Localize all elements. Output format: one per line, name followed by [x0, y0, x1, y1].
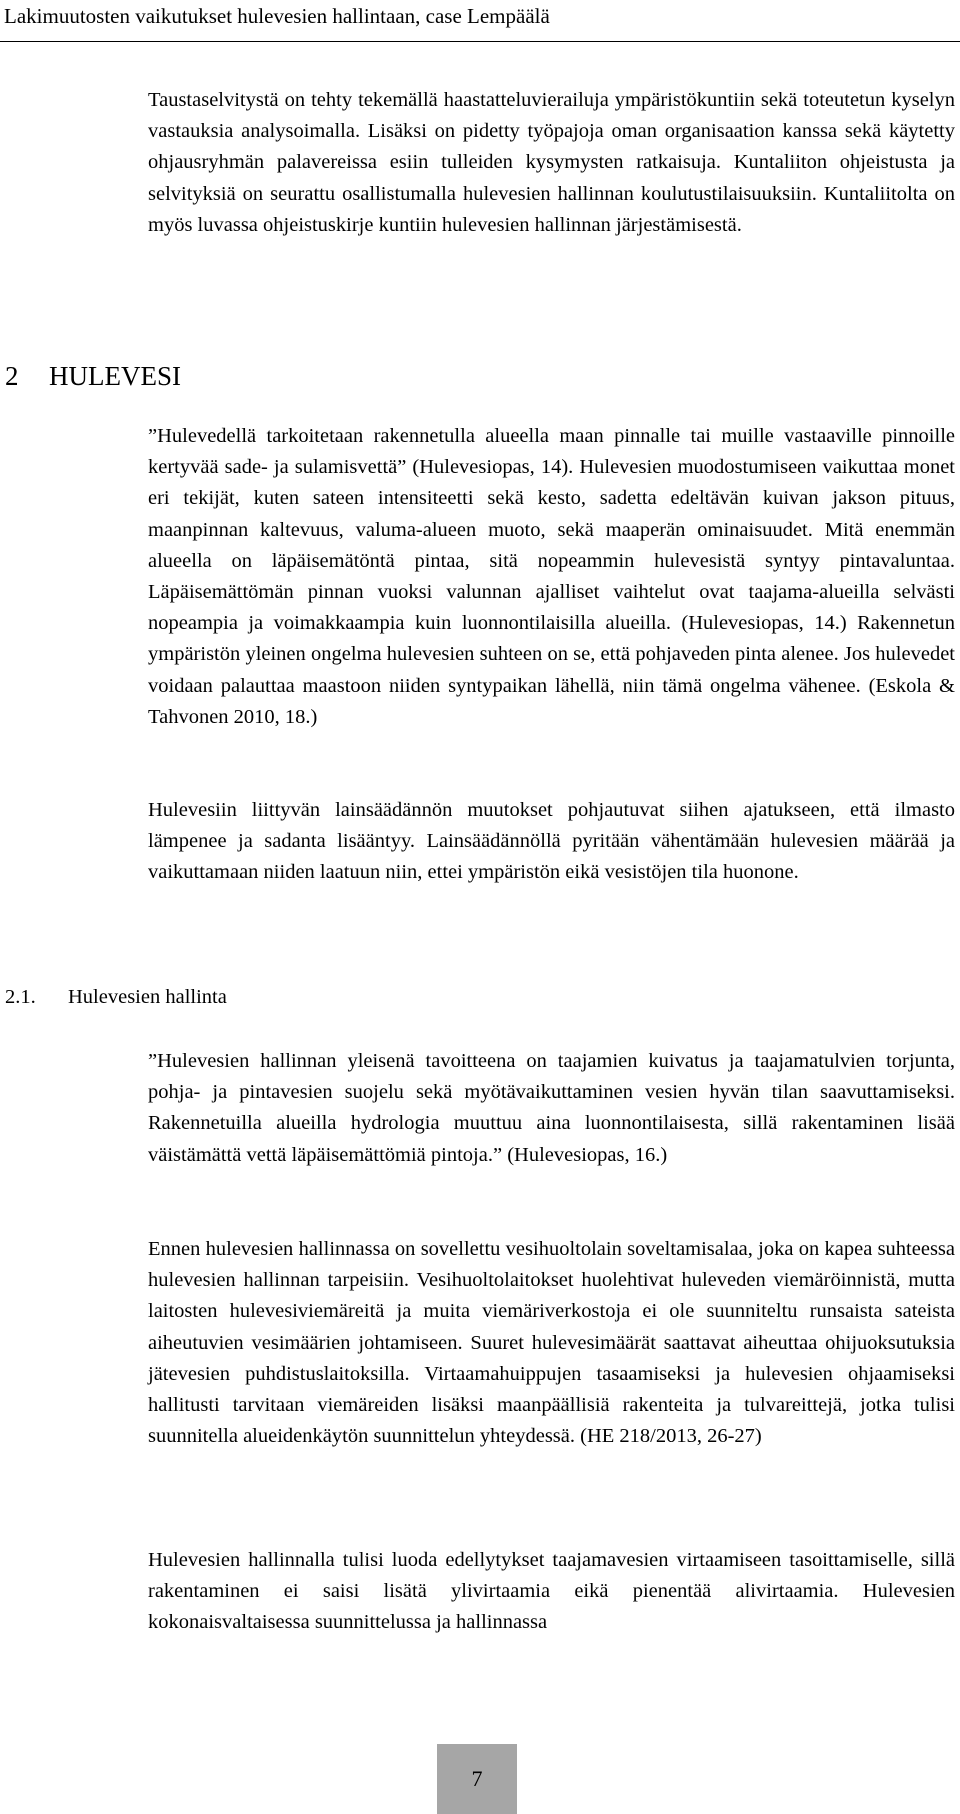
section-number: 2 — [5, 361, 19, 391]
page-number: 7 — [471, 1766, 483, 1791]
subsection-title: Hulevesien hallinta — [68, 986, 227, 1008]
section-2-1-paragraph-1: ”Hulevesien hallinnan yleisenä tavoitteena on taajamien kuivatus ja taajamatulvien torjunta, pohja- ja pintavesien suojelu sekä myötävaikuttaminen vesien hyvän tilan saavuttamiseksi. Rakennetuilla alueilla hydrologia muuttuu aina luonnontilaisesta, sillä rakentaminen lisää väistämättä vettä läpäisemättömiä pintoja.” (Hulevesiopas, 16.) — [148, 1050, 955, 1166]
page-number-box — [437, 1744, 517, 1814]
section-title: HULEVESI — [49, 361, 181, 391]
running-header-title: Lakimuutosten vaikutukset hulevesien hallintaan, case Lempäälä — [4, 4, 550, 28]
running-header — [0, 0, 960, 42]
subsection-heading-2-1 — [5, 982, 227, 1012]
section-2-paragraph-2: Hulevesiin liittyvän lainsäädännön muutokset pohjautuvat siihen ajatukseen, että ilmasto lämpenee ja sadanta lisääntyy. Lainsäädännöllä pyritään vähentämään hulevesien määrää ja vaikuttamaan niiden laatuun niin, ettei ympäristön eikä vesistöjen tila huonone. — [148, 799, 955, 884]
section-2-1-paragraph-2: Ennen hulevesien hallinnassa on sovellettu vesihuoltolain soveltamisalaa, joka on kapea suhteessa hulevesien hallinnan tarpeisiin. Vesihuoltolaitokset huolehtivat huleveden viemäröinnistä, mutta laitosten hulevesiviemäreitä ja muita viemäriverkostoja ei ole suunniteltu runsaista sateista aiheutuvien vesimäärien johtamiseen. Suuret hulevesimäärät saattavat aiheuttaa ohijuoksutuksia jätevesien puhdistuslaitoksilla. Virtaamahuippujen tasaamiseksi ja hulevesien ohjaamiseksi hallitusti tarvitaan viemäreiden lisäksi maanpäällisiä rakenteita ja tulvareittejä, jotka tulisi suunnitella alueidenkäytön suunnittelun yhteydessä. (HE 218/2013, 26-27) — [148, 1238, 955, 1448]
section-2-1-paragraph-3: Hulevesien hallinnalla tulisi luoda edellytykset taajamavesien virtaamiseen tasoittamiselle, sillä rakentaminen ei saisi lisätä ylivirtaamia eikä pienentää alivirtaamia. Hulevesien kokonaisvaltaisessa suunnittelussa ja hallinnassa — [148, 1549, 955, 1634]
section-2-paragraph-1: ”Hulevedellä tarkoitetaan rakennetulla alueella maan pinnalle tai muille vastaaville pinnoille kertyvää sade- ja sulamisvettä” (Hulevesiopas, 14). Hulevesien muodostumiseen vaikuttaa monet eri tekijät, kuten sateen intensiteetti sekä kesto, sadetta edeltävän kuivan jakson pituus, maanpinnan kaltevuus, valuma-alueen muoto, sekä maaperän ominaisuudet. Mitä enemmän alueella on läpäisemätöntä pintaa, sitä nopeammin hulevesistä syntyy pintavaluntaa. Läpäisemättömän pinnan vuoksi valunnan ajalliset vaihtelut ovat taajama-alueilla selvästi nopeampia ja voimakkaampia kuin luonnontilaisilla alueilla. (Hulevesiopas, 14.) Rakennetun ympäristön yleinen ongelma hulevesien suhteen on se, että pohjaveden pinta alenee. Jos hulevedet voidaan palauttaa maastoon niiden syntypaikan lähellä, niin tämä ongelma vähenee. (Eskola & Tahvonen 2010, 18.) — [148, 425, 955, 728]
subsection-number: 2.1. — [5, 986, 36, 1008]
intro-paragraph: Taustaselvitystä on tehty tekemällä haastatteluvierailuja ympäristökuntiin sekä toteutetun kyselyn vastauksia analysoimalla. Lisäksi on pidetty työpajoja oman organisaation kanssa sekä käytetty ohjausryhmän palavereissa esiin tulleiden kysymysten ratkaisuja. Kuntaliiton ohjeistusta ja selvityksiä on seurattu osallistumalla hulevesien hallinnan koulutustilaisuuksiin. Kuntaliitolta on myös luvassa ohjeistuskirje kuntiin hulevesien hallinnan järjestämisestä. — [148, 89, 955, 236]
section-heading-2 — [5, 358, 181, 394]
